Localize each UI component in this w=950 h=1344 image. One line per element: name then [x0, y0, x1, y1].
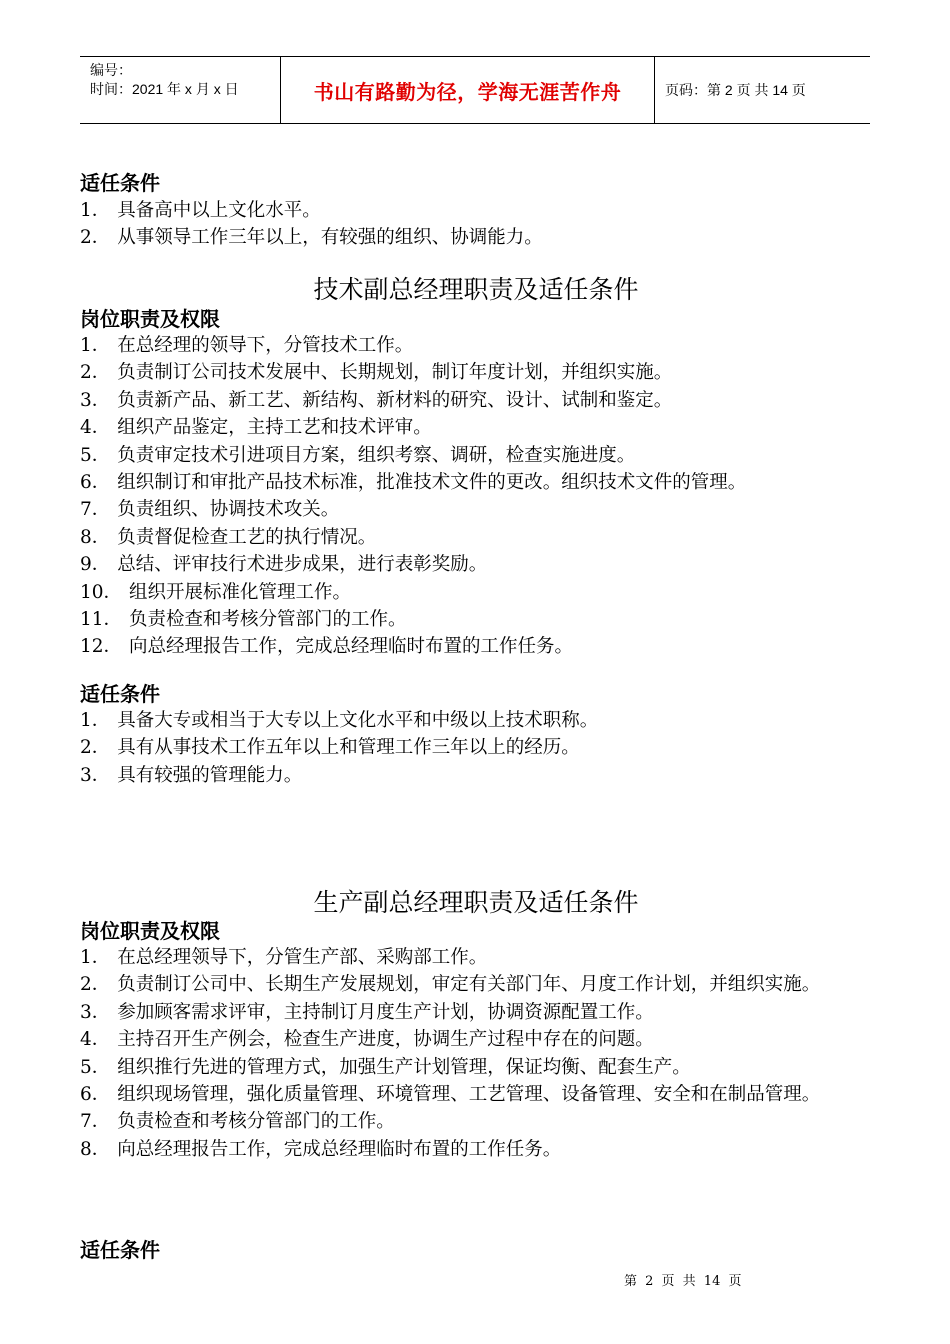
list-item: 6． 组织制订和审批产品技术标准，批准技术文件的更改。组织技术文件的管理。	[80, 472, 747, 494]
list-item: 9． 总结、评审技行术进步成果，进行表彰奖励。	[80, 554, 488, 576]
section-heading-duties: 岗位职责及权限	[80, 919, 220, 943]
list-item: 4． 主持召开生产例会，检查生产进度，协调生产过程中存在的问题。	[80, 1029, 654, 1051]
list-item: 11． 负责检查和考核分管部门的工作。	[80, 609, 407, 631]
page-title-technical-vp: 技术副总经理职责及适任条件	[313, 275, 639, 304]
list-item: 5． 组织推行先进的管理方式，加强生产计划管理，保证均衡、配套生产。	[80, 1056, 691, 1078]
list-item: 2． 负责制订公司技术发展中、长期规划，制订年度计划，并组织实施。	[80, 362, 673, 384]
list-item: 10． 组织开展标准化管理工作。	[80, 581, 352, 603]
list-item: 3． 参加顾客需求评审，主持制订月度生产计划，协调资源配置工作。	[80, 1001, 654, 1023]
list-item: 12． 向总经理报告工作，完成总经理临时布置的工作任务。	[80, 636, 574, 658]
page-footer: 第 2 页 共 14 页	[624, 1274, 742, 1289]
list-item: 3． 负责新产品、新工艺、新结构、新材料的研究、设计、试制和鉴定。	[80, 389, 673, 411]
qualifications-list	[80, 197, 872, 252]
list-item: 5． 负责审定技术引进项目方案，组织考察、调研，检查实施进度。	[80, 444, 636, 466]
list-item: 2． 具有从事技术工作五年以上和管理工作三年以上的经历。	[80, 737, 580, 759]
list-item: 2． 负责制订公司中、长期生产发展规划，审定有关部门年、月度工作计划，并组织实施。	[80, 974, 821, 996]
section-heading-qualifications: 适任条件	[80, 682, 160, 706]
page-title-production-vp: 生产副总经理职责及适任条件	[313, 888, 639, 917]
list-item: 7． 负责组织、协调技术攻关。	[80, 499, 340, 521]
list-item: 1． 在总经理领导下，分管生产部、采购部工作。	[80, 947, 488, 968]
list-item: 1． 在总经理的领导下，分管技术工作。	[80, 335, 414, 356]
qualifications-list	[80, 707, 872, 789]
time-label: 时间：2021 年 x 月 x 日	[90, 81, 239, 97]
motto: 书山有路勤为径，学海无涯苦作舟	[313, 81, 622, 104]
section-heading-qualifications: 适任条件	[80, 1238, 160, 1262]
section-heading-duties: 岗位职责及权限	[80, 307, 220, 331]
header-meta	[80, 57, 281, 123]
list-item: 2． 从事领导工作三年以上，有较强的组织、协调能力。	[80, 227, 543, 249]
list-item: 6． 组织现场管理，强化质量管理、环境管理、工艺管理、设备管理、安全和在制品管理。	[80, 1084, 821, 1106]
list-item: 1． 具备大专或相当于大专以上文化水平和中级以上技术职称。	[80, 710, 599, 731]
duties-list	[80, 944, 872, 1163]
duties-list	[80, 332, 872, 661]
page-info: 页码：第 2 页 共 14 页	[665, 82, 806, 98]
list-item: 8． 向总经理报告工作，完成总经理临时布置的工作任务。	[80, 1138, 562, 1160]
list-item: 8． 负责督促检查工艺的执行情况。	[80, 526, 377, 548]
section-heading-qualifications: 适任条件	[80, 171, 160, 195]
header-page-cell	[655, 57, 870, 123]
document-header	[80, 56, 870, 124]
code-label: 编号：	[90, 62, 132, 78]
list-item: 3． 具有较强的管理能力。	[80, 764, 303, 786]
list-item: 7． 负责检查和考核分管部门的工作。	[80, 1111, 395, 1133]
header-motto-cell	[281, 57, 655, 123]
list-item: 1． 具备高中以上文化水平。	[80, 200, 321, 221]
list-item: 4． 组织产品鉴定，主持工艺和技术评审。	[80, 417, 432, 439]
